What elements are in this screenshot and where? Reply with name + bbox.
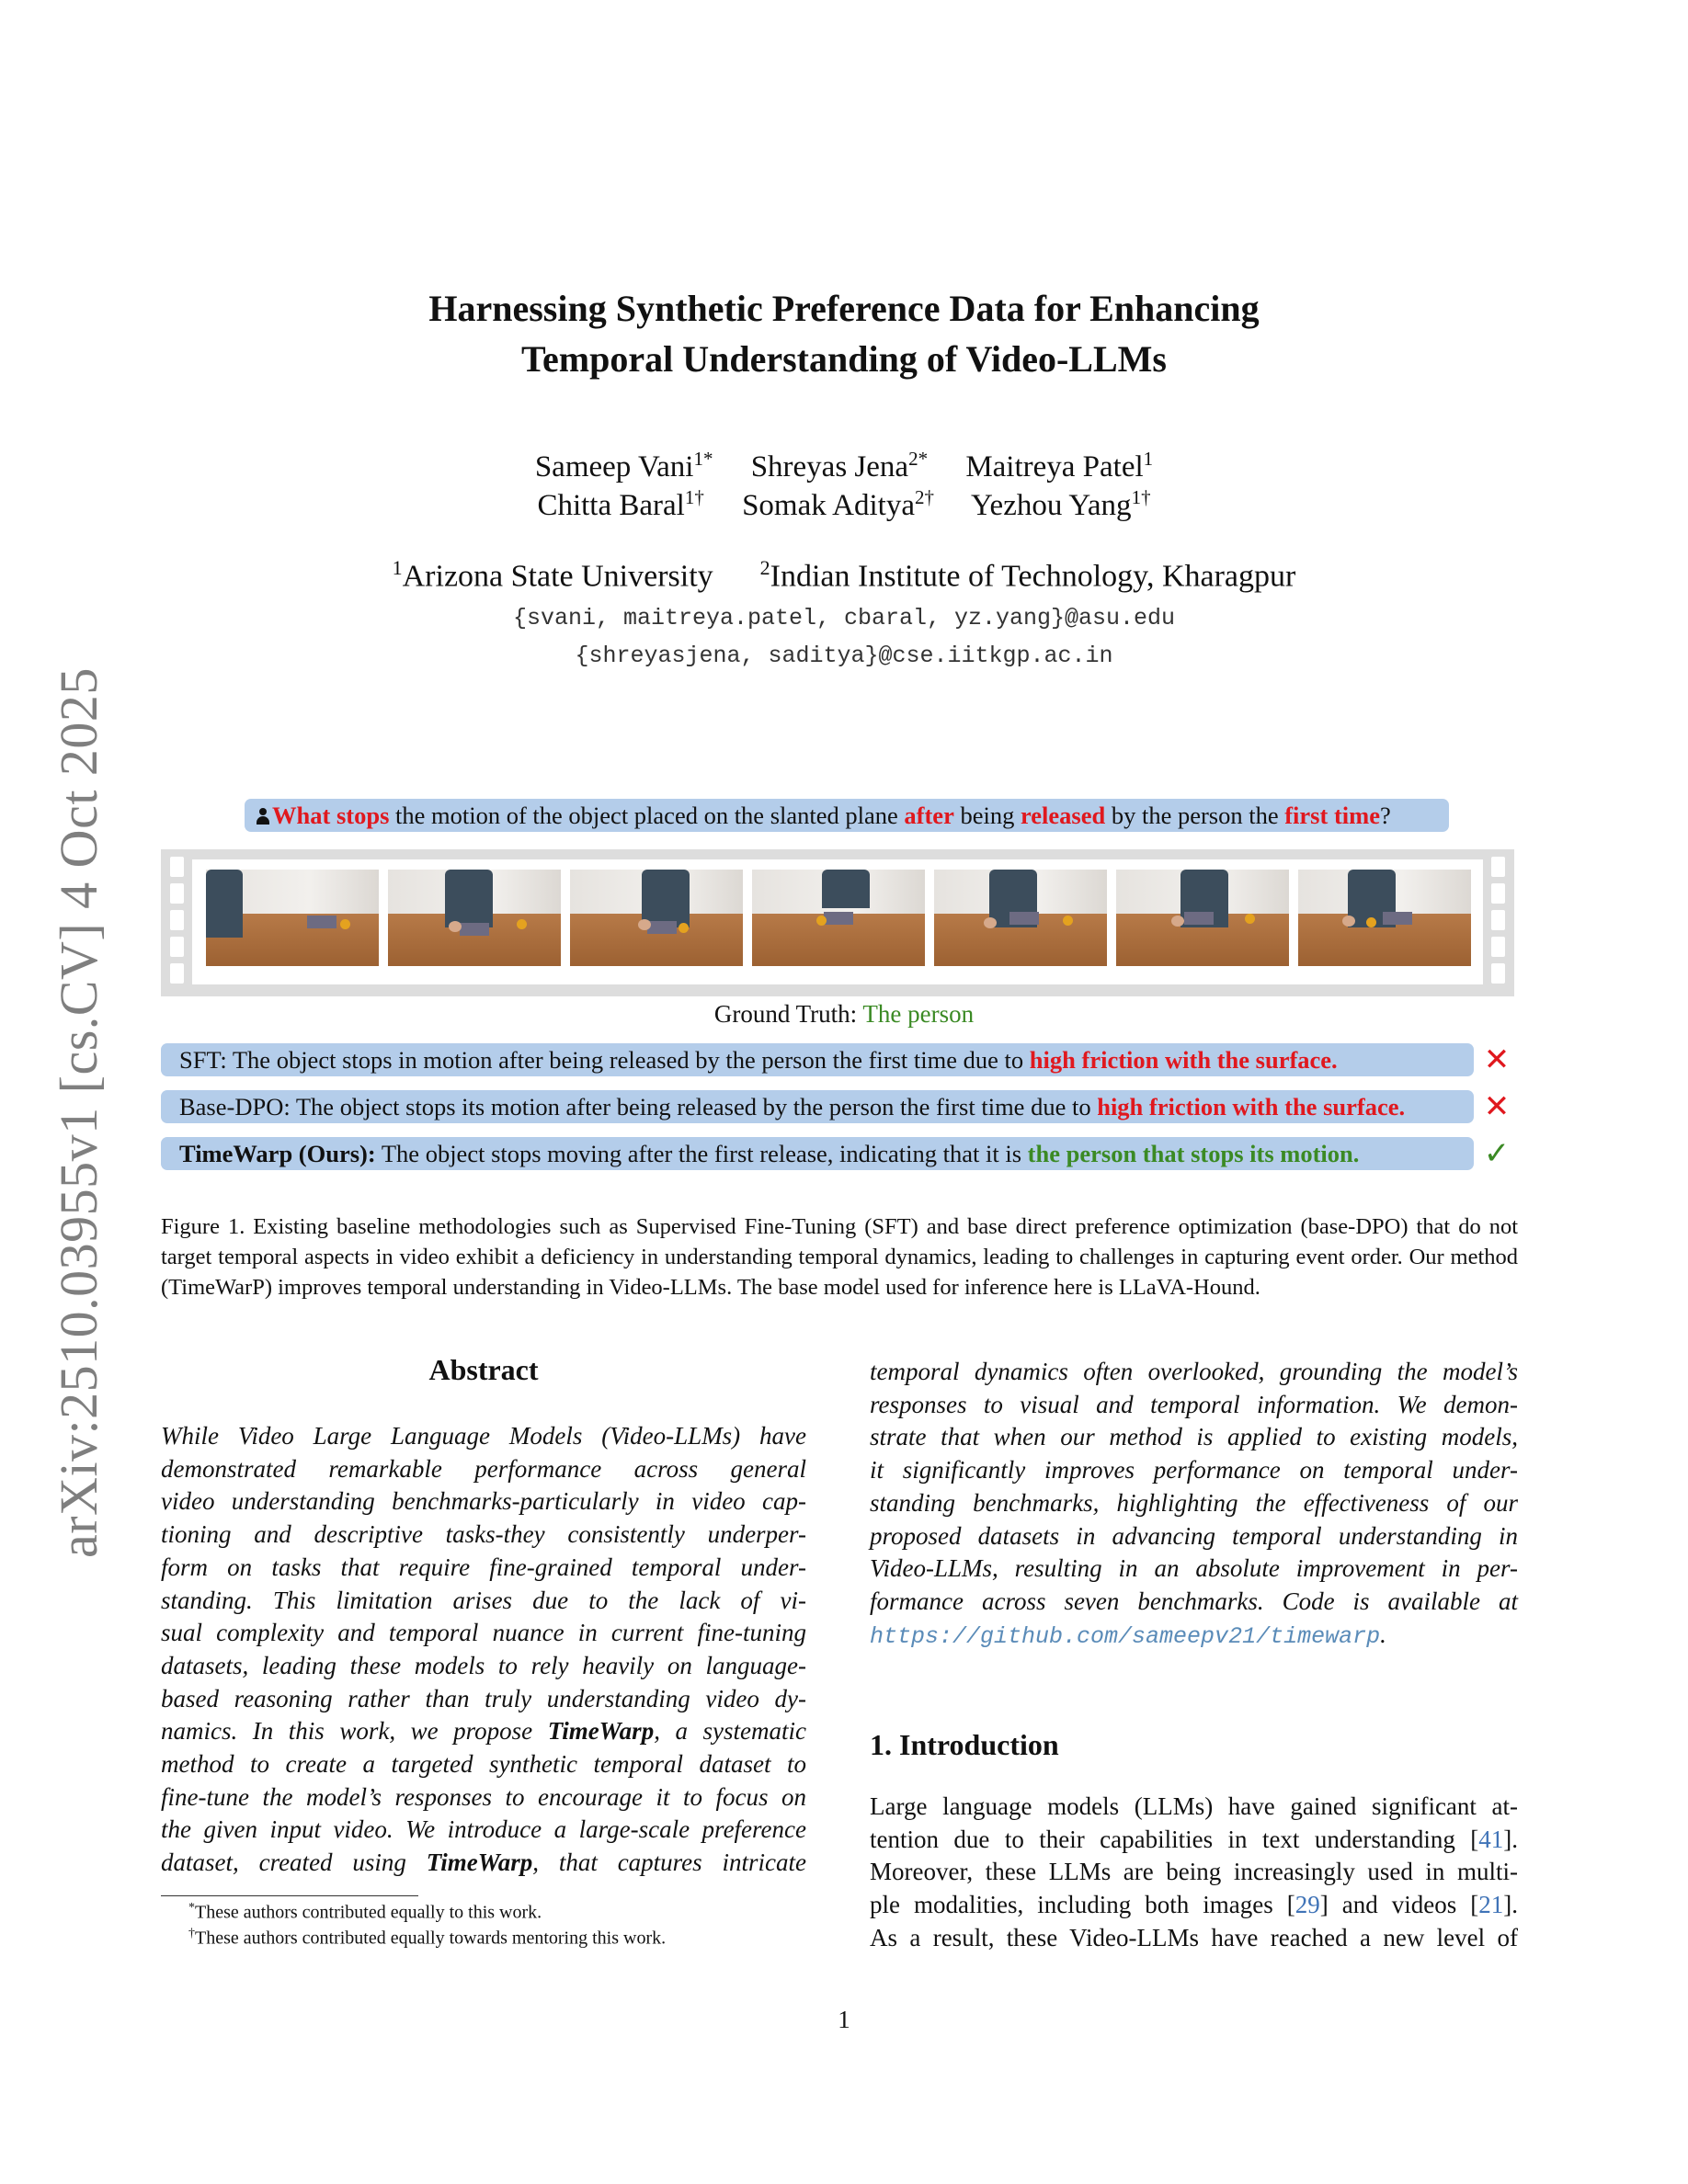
video-filmstrip <box>161 849 1514 996</box>
section-heading-introduction: 1. Introduction <box>870 1728 1059 1761</box>
abstract-left-column: While Video Large Language Models (Video-LLMs) have demonstrated remarkable performance across general video understanding benchmarks-particularly in video cap- tioning and descriptive tasks-they consistently underper- form on tasks that require fine-grained temporal under- standing. This limitation arises due to the lack of vi- sual complexity and temporal nuance in current fine-tuning datasets, leading these models to rely heavily on language- based reasoning rather than truly understanding video dy- namics. In this work, we propose TimeWarp, a systematic method to create a targeted synthetic temporal dataset to fine-tune the model’s responses to encourage it to focus on the given input video. We introduce a large-scale preference dataset, created using TimeWarp, that captures intricate <box>161 1422 806 1877</box>
author: Somak Aditya$^{2\dagger}$ <box>742 486 934 522</box>
email-line-1: {svani, maitreya.patel, cbaral, yz.yang}@asu.edu <box>512 605 1176 631</box>
check-icon: ✓ <box>1483 1135 1511 1172</box>
footnote-rule <box>161 1895 418 1896</box>
code-link[interactable]: https://github.com/sameepv21/timewarp <box>870 1622 1381 1650</box>
answer-base-dpo: Base-DPO: The object stops its motion after being released by the person the first time due to high friction with the surface. <box>161 1090 1474 1123</box>
citation-link[interactable]: 41 <box>1478 1825 1504 1853</box>
abstract-right-column: temporal dynamics often overlooked, grounding the model’s responses to visual and temporal information. We demon- strate that when our method is applied to existing models, it significantly improves performance on temporal under- standing benchmarks, highlighting the effectiveness of our proposed datasets in advancing temporal understanding in Video-LLMs, resulting in an absolute improvement in per- formance across seven benchmarks. Code is available at https://github.com/sameepv21/timewarp. <box>870 1358 1518 1650</box>
citation-link[interactable]: 29 <box>1295 1891 1320 1919</box>
paper-title <box>0 283 1688 384</box>
video-frame <box>206 870 379 966</box>
title-line-2: Temporal Understanding of Video-LLMs <box>521 338 1167 380</box>
answer-timewarp: TimeWarp (Ours): The object stops moving after the first release, indicating that it is the person that stops its motion. <box>161 1137 1474 1170</box>
author: Maitreya Patel$^1$ <box>965 448 1154 483</box>
email-line-2: {shreyasjena, saditya}@cse.iitkgp.ac.in <box>575 643 1113 669</box>
person-icon <box>256 808 270 825</box>
answer-sft: SFT: The object stops in motion after being released by the person the first time due to high friction with the surface. <box>161 1043 1474 1076</box>
title-line-1: Harnessing Synthetic Preference Data for Enhancing <box>428 288 1260 329</box>
footnote-equal-contribution: *These authors contributed equally to this work. <box>188 1901 542 1923</box>
video-frame <box>934 870 1107 966</box>
figure-question-box: What stops the motion of the object placed on the slanted plane after being released by the person the first time? <box>245 799 1449 832</box>
author: Shreyas Jena$^{2*}$ <box>750 448 929 483</box>
author: Chitta Baral$^{1\dagger}$ <box>537 486 704 522</box>
page-number: 1 <box>838 2006 850 2033</box>
video-frame <box>1298 870 1471 966</box>
video-frame <box>570 870 743 966</box>
author: Yezhou Yang$^{1\dagger}$ <box>971 486 1151 522</box>
ground-truth: Ground Truth: The person <box>713 1000 975 1028</box>
citation-link[interactable]: 21 <box>1478 1891 1504 1919</box>
video-frame <box>752 870 925 966</box>
affiliations: $^1$Arizona State University $^2$Indian Institute of Technology, Kharagpur <box>392 556 1296 594</box>
cross-icon: ✕ <box>1483 1088 1511 1125</box>
arxiv-stamp: arXiv:2510.03955v1 [cs.CV] 4 Oct 2025 <box>49 667 108 1558</box>
video-frame <box>388 870 561 966</box>
author-row-2 <box>0 478 1688 525</box>
author: Sameep Vani$^{1*}$ <box>534 448 713 483</box>
figure-caption: Figure 1. Existing baseline methodologies such as Supervised Fine-Tuning (SFT) and base direct preference optimization (base-DPO) that do not target temporal aspects in video exhibit a deficiency in understanding temporal dynamics, leading to challenges in capturing event order. Our method (TimeWarP) improves temporal understanding in Video-LLMs. The base model used for inference here is LLaVA-Hound. <box>161 1214 1518 1300</box>
video-frame <box>1116 870 1289 966</box>
cross-icon: ✕ <box>1483 1041 1511 1078</box>
introduction-body: Large language models (LLMs) have gained significant at- tention due to their capabilities in text understanding [41]. Moreover, these LLMs are being increasingly used in multi- ple modalities, including both images [29] and videos [21]. As a result, these Video-LLMs have reached a new level of <box>870 1792 1518 1951</box>
footnote-equal-mentoring: †These authors contributed equally towards mentoring this work. <box>188 1927 667 1949</box>
abstract-heading: Abstract <box>428 1353 539 1386</box>
